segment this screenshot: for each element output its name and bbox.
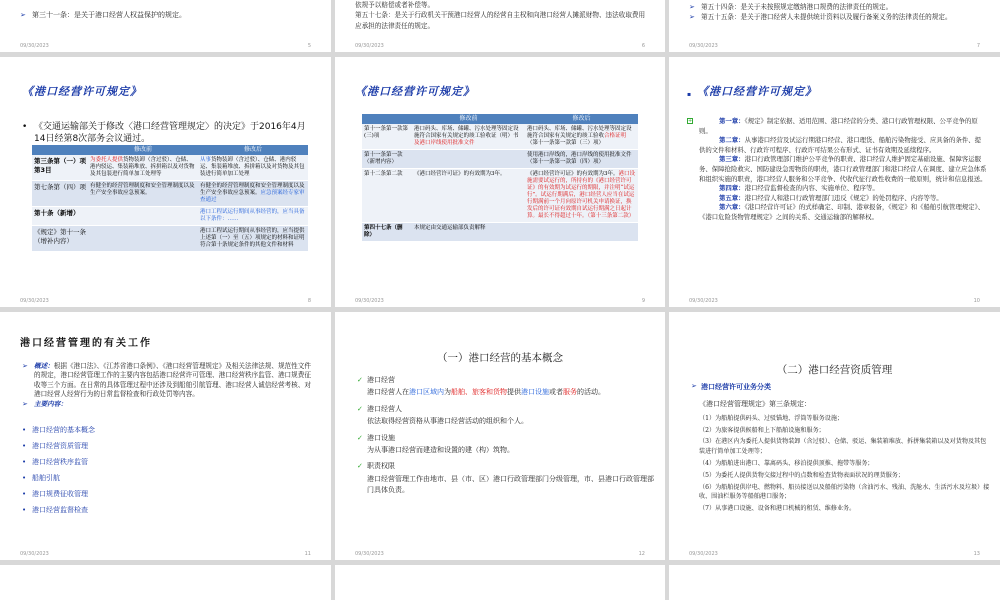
row-label: 第十一条第一款（新增内容） [362, 150, 412, 169]
slide10-body [699, 117, 987, 223]
row-label: 《规定》第十一条（增补内容） [32, 226, 88, 252]
list-item: • 港口经营监督检查 [22, 502, 95, 518]
desc-part-red: 船舶、旅客和货物 [451, 388, 507, 397]
table-header: 修改后 [198, 145, 308, 155]
concept-term: ✓ 职责权限 [357, 461, 655, 472]
cell-before: 《港口经营许可证》的有效期为3年。 [412, 169, 525, 223]
cell-after-blue: 从事 [200, 157, 212, 163]
chapter-head: 第四章： [719, 184, 745, 193]
chapter-para [699, 203, 987, 222]
cell-before [412, 124, 525, 150]
slide-title: 港口经营管理的有关工作 [20, 338, 152, 349]
slide11-intro [22, 362, 312, 409]
checkbox-bullet-icon: + [688, 118, 693, 124]
chapter-text: 港口行政管理部门维护公平竞争的职责、港口经营人维护固定基础设施、保障客运服务、保障抢险救灾、国防建设急需物资的职责，港口行政管理部门和港口经营人在调度、建立应急体系和组织实施的职责，港口经营人服务和公平竞争、代收代征行政性收费的一般原则，统计和信息报送。 [699, 155, 987, 183]
cell-after: 使用港口岸线的，港口岸线的使用批准文件（第十一条第一款第（四）项） [525, 150, 638, 169]
cell-before: 本规定由交通运输部负责解释 [412, 223, 525, 242]
main-content-label: 主要内容： [34, 399, 67, 408]
overview-label: 概述： [34, 362, 54, 370]
slide8-lead: • 《交通运输部关于修改〈港口经营管理规定〉的决定》于2016年4月14日经第8次部务会议通过。 [22, 121, 314, 145]
concept-term: ✓ 港口经营人 [357, 404, 655, 415]
chapter-head: 第六章： [719, 203, 745, 212]
concept-term: ✓ 港口经营 [357, 375, 655, 386]
cell-before-red: 为委托人提供 [90, 157, 124, 163]
list-item: • 船舶引航 [22, 470, 95, 486]
list-item: • 港口经营的基本概念 [22, 422, 95, 438]
chapter-para [699, 155, 987, 184]
cell-before-red: 及港口岸线使用批准文件 [414, 140, 475, 146]
chapter-para [699, 136, 987, 155]
table-header: 修改前 [412, 114, 525, 124]
slide-thumb-6[interactable] [335, 0, 665, 52]
slide-thumb-10[interactable] [669, 57, 1000, 307]
cell-after-text: 有健全的经营管理制度和安全管理制度以及生产安全事故应急预案。 [200, 183, 305, 196]
cell-after [198, 181, 308, 207]
chapter-head: 第二章： [719, 136, 745, 145]
chapter-text: 港口经营监督检查的内容、实施单位、程序等。 [744, 184, 879, 193]
chapter-text: 港口经营人和港口行政管理部门违反《规定》的处罚程序、内容等等。 [744, 193, 943, 202]
slide-date: 09/30/2023 [689, 298, 718, 304]
cell-after-text: 货物装卸（含过驳）、仓储、港内驳运、集装箱堆放、拆拼箱以及对货物及其包装进行简单加工处理 [200, 157, 305, 177]
slide-title: （一）港口经营的基本概念 [437, 352, 563, 364]
concept-desc [357, 387, 655, 398]
slide-number: 12 [638, 551, 645, 557]
cell-after [525, 124, 638, 150]
table-row [32, 155, 308, 181]
cell-after-text: 《港口经营许可证》的有效期为3年。 [527, 171, 619, 177]
table-header [362, 114, 412, 124]
cell-after-text2: （第十一条第一款第（三）项） [527, 140, 605, 146]
table-header: 修改前 [88, 145, 198, 155]
slide13-body [699, 400, 991, 516]
overview-para [22, 362, 312, 400]
slide13-subheading: ➢ 港口经营许可业务分类 [691, 382, 771, 392]
slide-thumb-13[interactable] [669, 312, 1000, 560]
slide7-item2: ➢ 第五十五条：是关于港口经营人未提供统计资料以及履行备案义务的法律责任的规定。 [689, 12, 981, 22]
table-row [32, 181, 308, 207]
slide-number: 7 [976, 43, 980, 49]
desc-part-blue: 港口区域内 [409, 388, 444, 397]
slide-number: 11 [304, 551, 311, 557]
cell-before [88, 226, 198, 252]
slide-number: 9 [641, 298, 645, 304]
cell-after-text: 港口码头、库场、储罐、污水处理等固定设施符合国家有关规定的竣工验收 [527, 126, 632, 139]
row-label: 第十一条第一款第(三)项 [362, 124, 412, 150]
amendment-table [32, 145, 308, 252]
table-row [362, 150, 638, 169]
list-item: （3）在港区内为委托人提供货物装卸（含过驳）、仓储、驳运、集装箱堆放、拆拼集装箱以及对货物及其包装进行简单加工处理等； [699, 438, 987, 456]
list-item: • 港口规费征收管理 [22, 486, 95, 502]
row-label: 第三条第（一）项第3目 [32, 155, 88, 181]
slide-thumb-15[interactable] [335, 565, 665, 600]
slide-thumb-16[interactable] [669, 565, 1000, 600]
desc-part: 或者 [549, 388, 563, 397]
list-item: （4）为船舶进出港口、靠离码头、移泊提供顶推、拖带等服务； [699, 459, 874, 467]
table-row [32, 207, 308, 226]
amendment-table [362, 114, 638, 242]
row-label: 第七条第（四）项 [32, 181, 88, 207]
topic-list [22, 422, 95, 518]
lead-text: 《港口经营管理规定》第三条规定： [699, 400, 811, 408]
slide-thumb-7[interactable] [669, 0, 1000, 52]
slide-number: 6 [641, 43, 645, 49]
concept-term: ✓ 港口设施 [357, 433, 655, 444]
list-item: • 港口经营资质管理 [22, 438, 95, 454]
slide-thumb-5[interactable] [0, 0, 331, 52]
slide-thumb-9[interactable] [335, 57, 665, 307]
slide-number: 13 [973, 551, 980, 557]
slide-thumb-12[interactable] [335, 312, 665, 560]
slide-date: 09/30/2023 [20, 298, 49, 304]
slide-date: 09/30/2023 [355, 43, 384, 49]
slide-thumb-8[interactable] [0, 57, 331, 307]
desc-part: 提供 [507, 388, 521, 397]
desc-part: 为 [444, 388, 451, 397]
cell-before [88, 155, 198, 181]
desc-part: 的活动。 [577, 388, 605, 397]
chapter-para [699, 184, 987, 194]
list-item: （1）为船舶提供码头、过驳锚地、浮筒等服务设施； [699, 414, 844, 422]
list-item: （7）从事港口设施、设备和港口机械的租赁、维修业务。 [699, 505, 856, 513]
cell-after: 港口工程试运行期间从事经营的，应当具备以下条件：…… [198, 207, 308, 226]
chapter-para [699, 117, 987, 136]
slide-title: （二）港口经营资质管理 [776, 364, 893, 376]
slide-date: 09/30/2023 [689, 43, 718, 49]
list-item: • 港口经营秩序监管 [22, 454, 95, 470]
cell-before-text: 货物装卸（含过驳）、仓储、港内驳运、集装箱堆放、拆拼箱以及对货物及其包装进行简单加工处理等 [90, 157, 195, 177]
table-row [32, 226, 308, 252]
list-item: （5）为委托人提供货物交接过程中的点数和检查货物表面状况的理货服务； [699, 471, 904, 479]
cell-before: 有健全的经营管理制度和安全管理制度以及生产安全事故应急预案。 [88, 181, 198, 207]
slide-title: 《港口经营许可规定》 [355, 85, 475, 98]
bullet-mark-icon: ▪ [687, 91, 692, 98]
chapter-head: 第五章： [719, 193, 745, 202]
slide-thumb-11[interactable] [0, 312, 331, 560]
table-row [362, 169, 638, 223]
desc-part-red: 服务 [563, 388, 577, 397]
cell-after [198, 155, 308, 181]
slide6-body [355, 0, 647, 32]
slide6-line1: 依规予以赔偿或者补偿等。 [355, 1, 435, 9]
cell-after-blue: 应急预案经专家审查通过 [200, 190, 305, 203]
list-item: （6）为船舶提供岸电、燃物料、船员接送以及船舶污染物（含油污水、残油、洗舱水、生活污水及垃圾）接收、围油栏服务等船舶港口服务； [699, 483, 990, 501]
cell-after [525, 169, 638, 223]
slide-title: 《港口经营许可规定》 [697, 85, 817, 98]
row-label: 第四十七条（删除） [362, 223, 412, 242]
cell-after-red: 合格证明 [604, 133, 627, 139]
slide7-item1: ➢ 第五十四条：是关于未按照规定缴纳港口规费的法律责任的规定。 [689, 2, 981, 12]
overview-text: 根据《港口法》、《江苏省港口条例》、《港口经营管理规定》及相关法律法规、规范性文件的规定，港口经营管理工作的主要内容包括港口经营许可管理、港口经营秩序监管、港口规费征收等三个方面。在日常的具体管理过程中还涉及到船舶引航管理、港口经营人诚信经营考核、对港口经营人经营行为的日常监督检查和行政处罚等内容。 [34, 362, 311, 399]
concept-desc: 为从事港口经营而建造和设置的建（构）筑物。 [367, 446, 514, 455]
row-label: 第十条（新增） [32, 207, 88, 226]
desc-part: 港口经营人在 [367, 388, 409, 397]
cell-after-red: 港口设施需要试运行的，所持有的《港口经营许可证》的有效期为试运行的期限，并注明“试运行”。试运行期满后，港口经营人应当在试运行期满前一个月向原许可机关申请换证，换发后的许可证有效期自试运行期满之日起计算。最长不得超过十年。（第十三条第二款） [527, 171, 636, 219]
concept-desc: 港口经营管理工作由地市、县（市、区）港口行政管理部门分级管理，市、县港口行政管理部门具体负责。 [367, 474, 654, 495]
cell-before [412, 150, 525, 169]
slide-thumb-14[interactable] [0, 565, 331, 600]
chapter-text: 从事港口经营及试运行期港口经营、港口理货、船舶污染物接受、应具备的条件、提供的文件和材料、行政许可程序、行政许可结果公布形式、证书有效期及延续程序。 [699, 136, 982, 154]
slide-date: 09/30/2023 [355, 298, 384, 304]
slide-date: 09/30/2023 [355, 551, 384, 557]
table-header [32, 145, 88, 155]
list-item: （2）为旅客提供候船和上下船舶设施和服务； [699, 426, 825, 434]
desc-part-blue: 港口设施 [521, 388, 549, 397]
slide-date: 09/30/2023 [20, 43, 49, 49]
slide-title: 《港口经营许可规定》 [22, 85, 142, 98]
row-label: 第十二条第二款 [362, 169, 412, 223]
slide5-text: ➢ 第三十一条：是关于港口经营人权益保护的规定。 [20, 10, 312, 20]
slide-number: 10 [973, 298, 980, 304]
concept-list [357, 375, 655, 502]
cell-after [525, 223, 638, 242]
table-row [362, 124, 638, 150]
slide-number: 5 [307, 43, 311, 49]
cell-before-text: 港口码头、库场、储罐、污水处理等固定设施符合国家有关规定的竣工验收证（明）书 [414, 126, 519, 139]
chapter-head: 第一章： [719, 117, 745, 125]
concept-desc: 依法取得经营资格从事港口经营活动的组织和个人。 [367, 417, 528, 426]
slide-date: 09/30/2023 [689, 551, 718, 557]
cell-before [88, 207, 198, 226]
chapter-text: 《港口经营许可证》的式样确定、印制、港章报备，《规定》和《船舶引航管理规定》、《港口危险货物管理规定》之间的关系、交通运输部的解释权。 [699, 203, 985, 221]
chapter-head: 第三章： [719, 155, 745, 164]
main-content-para [22, 400, 312, 409]
slide6-line2: 第五十七条：是关于行政机关干预港口经营人的经营自主权和向港口经营人摊派财物、违法收取费用应承担的法律责任的规定。 [355, 11, 646, 30]
slide-number: 8 [307, 298, 311, 304]
table-header: 修改后 [525, 114, 638, 124]
chapter-para [699, 194, 987, 204]
slide7-body [689, 2, 981, 22]
slide-date: 09/30/2023 [20, 551, 49, 557]
chapter-text: 《规定》制定依据、适用范围、港口经营的分类、港口行政管理权限、公平竞争的原则。 [699, 117, 978, 135]
cell-after: 港口工程试运行期间从事经营的，应当提供上述第（一）至（五）项规定的材料和证明符合第十条规定条件的其他文件和材料 [198, 226, 308, 252]
table-row [362, 223, 638, 242]
